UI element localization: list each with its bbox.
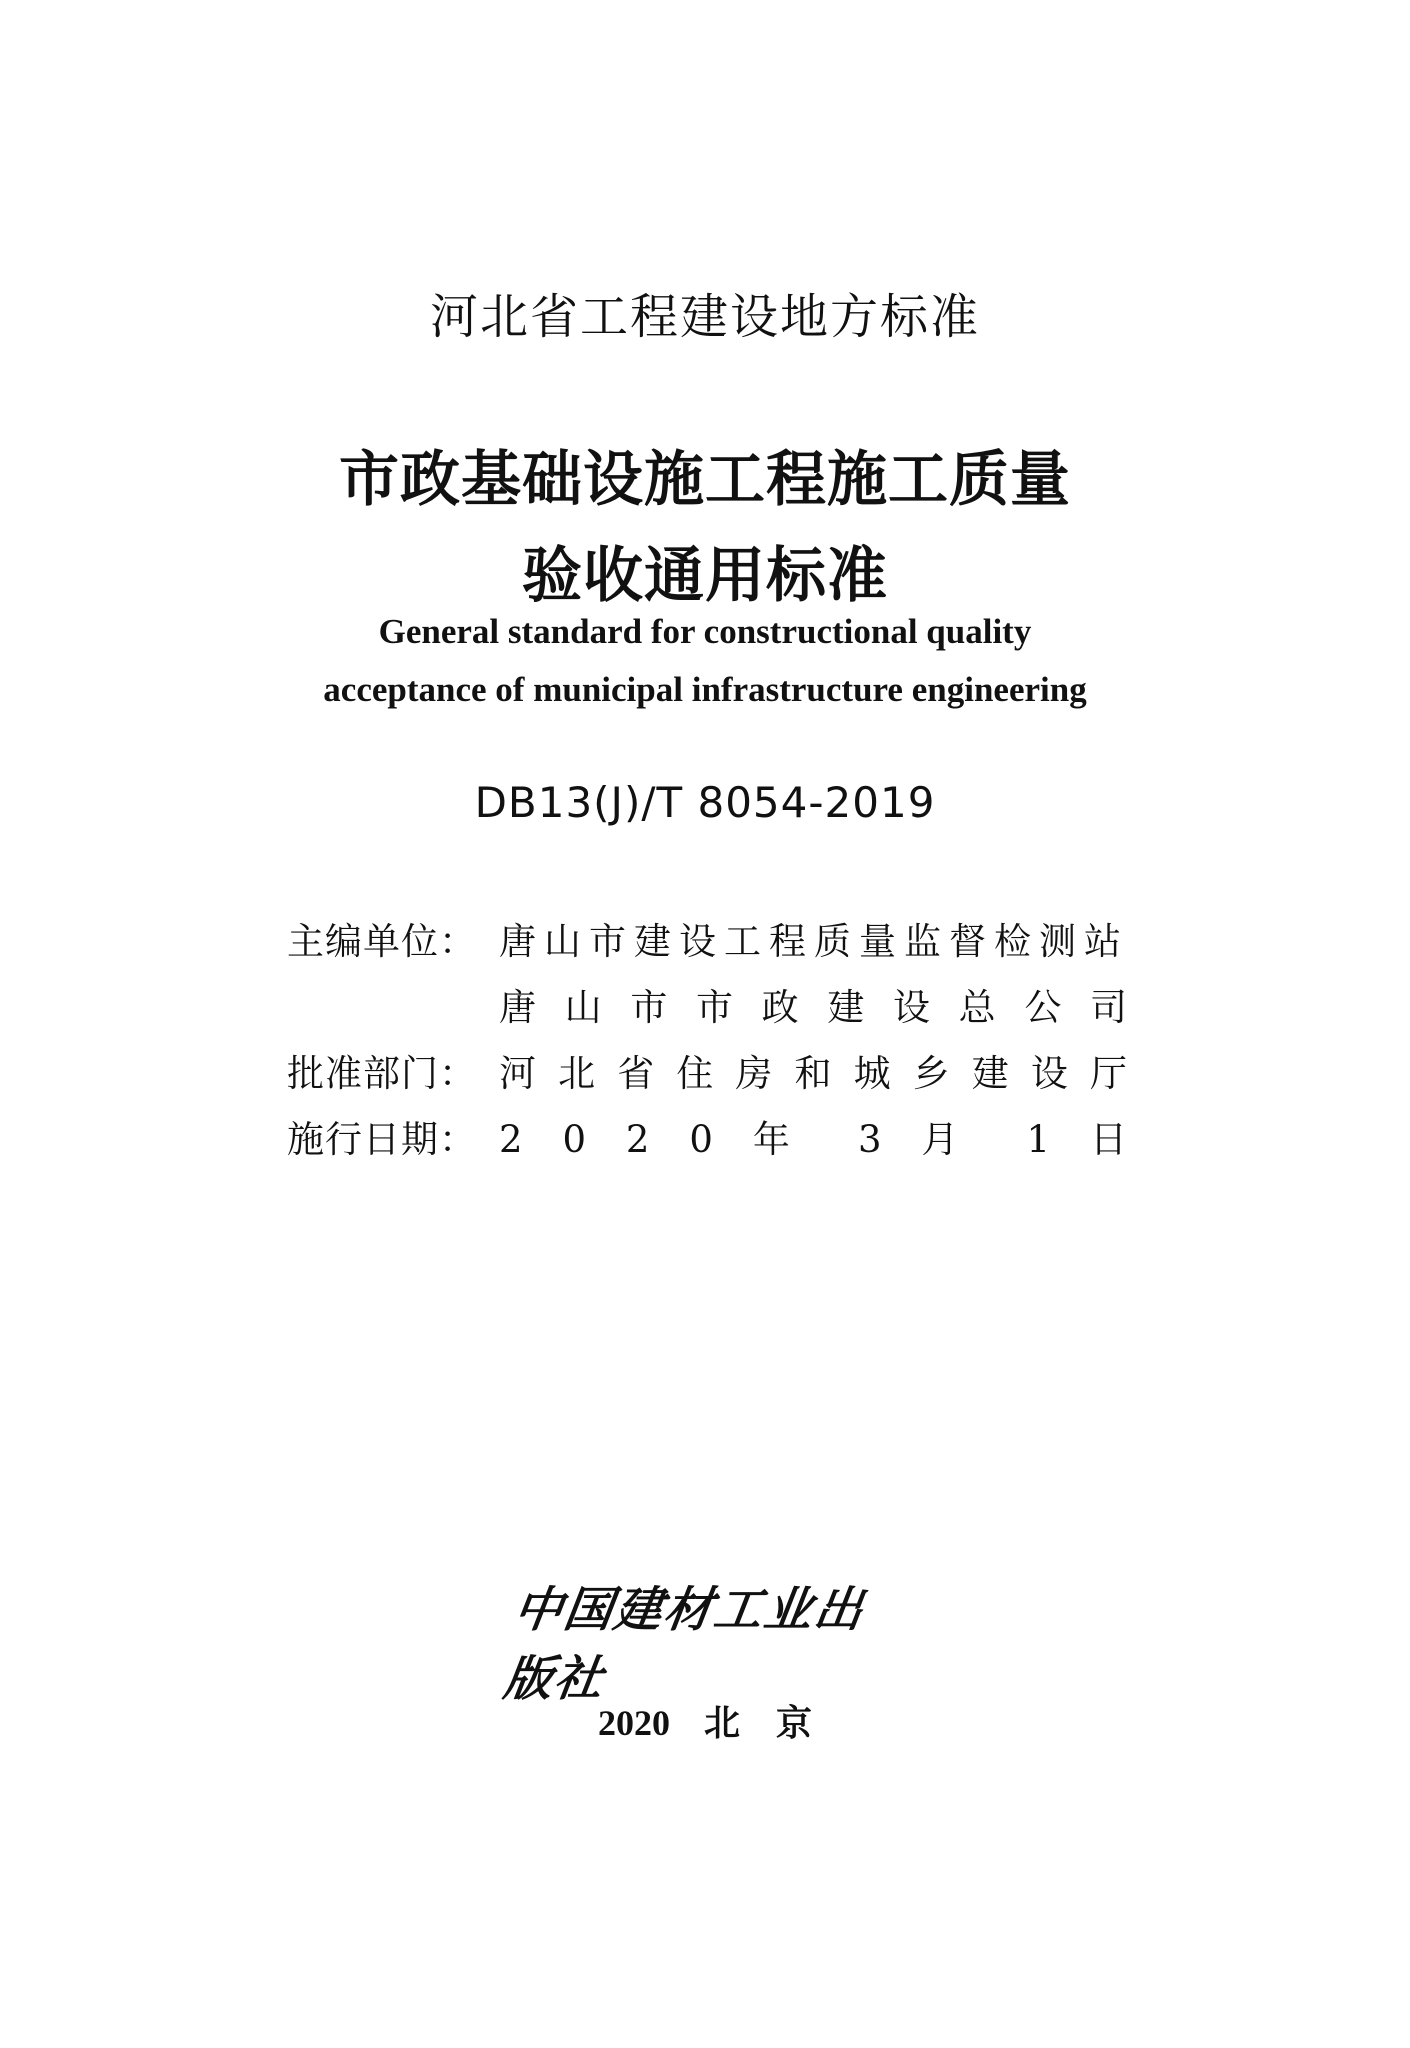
editor-value-1: 唐山市建设工程质量监督检测站: [499, 920, 1127, 963]
document-title-en-line2: acceptance of municipal infrastructure engineering: [323, 670, 1087, 709]
editor-value-2: 唐 山 市 市 政 建 设 总 公 司: [499, 986, 1127, 1029]
document-title-cn-line1: 市政基础设施工程施工质量: [339, 445, 1071, 515]
editor-label: 主编单位：: [287, 920, 477, 963]
publication-line: [0, 1695, 1410, 1746]
effective-date-row: [287, 1108, 1127, 1164]
approval-row: [287, 1042, 1127, 1098]
document-title-en-line1: General standard for constructional quality: [378, 612, 1032, 651]
approval-label: 批准部门：: [287, 1052, 477, 1095]
editor-row: [287, 910, 1127, 966]
publisher-logo: 中国建材工业出版社: [500, 1582, 869, 1707]
effective-date-value: 2 0 2 0 年 3 月 1 日: [499, 1118, 1127, 1161]
effective-date-label: 施行日期：: [287, 1118, 477, 1161]
editor-row-2: [287, 976, 1127, 1032]
publication-city: 北 京: [703, 1703, 812, 1743]
document-title-cn-line2: 验收通用标准: [522, 541, 888, 611]
publication-year: 2020: [597, 1703, 670, 1743]
approval-value: 河 北 省 住 房 和 城 乡 建 设 厅: [499, 1052, 1127, 1095]
standard-series-title: 河北省工程建设地方标准: [429, 289, 980, 345]
standard-code: DB13(J)/T 8054-2019: [474, 778, 936, 827]
